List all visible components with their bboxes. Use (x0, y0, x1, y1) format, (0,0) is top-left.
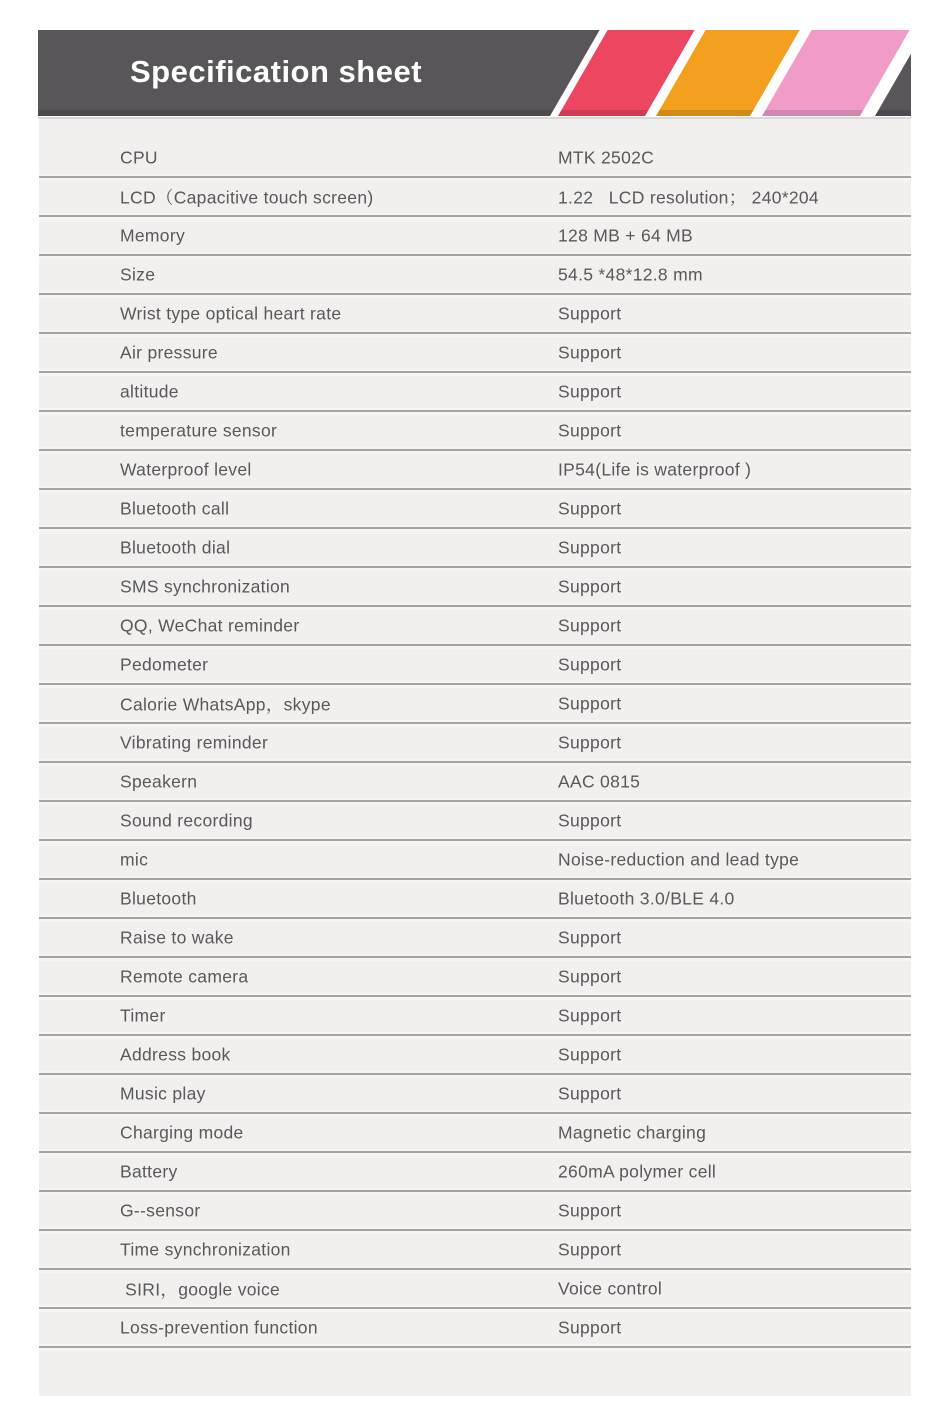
row-divider (39, 1305, 911, 1312)
row-divider (39, 1344, 911, 1351)
spec-value: Support (558, 1005, 622, 1026)
spec-label: Time synchronization (120, 1239, 291, 1260)
table-row (39, 415, 911, 447)
spec-value: Support (558, 576, 622, 597)
row-divider (39, 837, 911, 844)
table-row (39, 1039, 911, 1071)
row-divider (39, 603, 911, 610)
spec-label: G--sensor (120, 1200, 201, 1221)
table-row (39, 610, 911, 642)
spec-label: Calorie WhatsApp，skype (120, 694, 331, 715)
row-divider (39, 954, 911, 961)
spec-value: Support (558, 615, 622, 636)
table-row (39, 532, 911, 564)
spec-value: Support (558, 381, 622, 402)
spec-value: Support (558, 654, 622, 675)
spec-value: Support (558, 1083, 622, 1104)
row-divider (39, 408, 911, 415)
spec-value: Support (558, 693, 622, 714)
spec-label: CPU (120, 147, 158, 168)
row-divider (39, 1227, 911, 1234)
row-divider (39, 1110, 911, 1117)
table-row (39, 961, 911, 993)
table-row (39, 571, 911, 603)
spec-value: 128 MB + 64 MB (558, 225, 694, 246)
table-row (39, 1000, 911, 1032)
spec-value: Support (558, 732, 622, 753)
row-divider (39, 174, 911, 181)
row-divider (39, 876, 911, 883)
spec-label: Waterproof level (120, 459, 252, 480)
table-row (39, 376, 911, 408)
row-divider (39, 798, 911, 805)
spec-label: altitude (120, 381, 179, 402)
spec-value: Bluetooth 3.0/BLE 4.0 (558, 888, 735, 909)
table-row (39, 844, 911, 876)
row-divider (39, 369, 911, 376)
spec-label: Size (120, 264, 156, 285)
table-row (39, 805, 911, 837)
spec-label: Wrist type optical heart rate (120, 303, 342, 324)
table-row (39, 1117, 911, 1149)
spec-value: Support (558, 498, 622, 519)
table-row (39, 337, 911, 369)
table-bottom-spacer (39, 1351, 911, 1396)
table-row (39, 1234, 911, 1266)
row-divider (39, 213, 911, 220)
spec-label: Loss-prevention function (120, 1317, 318, 1338)
table-row (39, 1195, 911, 1227)
spec-value: Support (558, 342, 622, 363)
spec-label: Speakern (120, 771, 198, 792)
spec-label: LCD（Capacitive touch screen) (120, 187, 374, 208)
spec-label: Bluetooth call (120, 498, 230, 519)
spec-label: Bluetooth dial (120, 537, 231, 558)
table-row (39, 259, 911, 291)
spec-label: Timer (120, 1005, 166, 1026)
row-divider (39, 1032, 911, 1039)
table-row (39, 181, 911, 213)
spec-table (39, 119, 911, 1396)
spec-value: Magnetic charging (558, 1122, 707, 1143)
row-divider (39, 525, 911, 532)
spec-label: Battery (120, 1161, 178, 1182)
table-row (39, 922, 911, 954)
spec-label: QQ, WeChat reminder (120, 615, 300, 636)
spec-value: Support (558, 1044, 622, 1065)
spec-label: Remote camera (120, 966, 249, 987)
spec-value: AAC 0815 (558, 771, 641, 792)
spec-value: Support (558, 1200, 622, 1221)
spec-value: 260mA polymer cell (558, 1161, 717, 1182)
spec-value: Support (558, 1239, 622, 1260)
spec-label: Memory (120, 225, 185, 246)
table-row (39, 1078, 911, 1110)
spec-label: Bluetooth (120, 888, 197, 909)
table-row (39, 688, 911, 720)
spec-label: temperature sensor (120, 420, 278, 441)
table-row (39, 298, 911, 330)
spec-value: 54.5 *48*12.8 mm (558, 264, 703, 285)
table-row (39, 649, 911, 681)
table-row (39, 493, 911, 525)
spec-label: SIRI，google voice (120, 1279, 281, 1300)
row-divider (39, 291, 911, 298)
table-row (39, 766, 911, 798)
spec-label: Charging mode (120, 1122, 244, 1143)
spec-label: mic (120, 849, 149, 870)
spec-label: Air pressure (120, 342, 218, 363)
row-divider (39, 993, 911, 1000)
table-row (39, 883, 911, 915)
spec-label: Pedometer (120, 654, 209, 675)
table-row (39, 1273, 911, 1305)
row-divider (39, 564, 911, 571)
spec-label: Sound recording (120, 810, 253, 831)
row-divider (39, 759, 911, 766)
spec-value: IP54(Life is waterproof ) (558, 459, 752, 480)
spec-value: Support (558, 303, 622, 324)
spec-label: Address book (120, 1044, 231, 1065)
spec-value: Voice control (558, 1278, 663, 1299)
spec-value: Noise-reduction and lead type (558, 849, 800, 870)
row-divider (39, 720, 911, 727)
spec-value: Support (558, 1317, 622, 1338)
row-divider (39, 1071, 911, 1078)
spec-value: 1.22 LCD resolution； 240*204 (558, 187, 819, 208)
table-row (39, 1312, 911, 1344)
spec-value: Support (558, 966, 622, 987)
spec-label: Vibrating reminder (120, 732, 269, 753)
header-banner (38, 30, 911, 116)
spec-value: MTK 2502C (558, 147, 655, 168)
row-divider (39, 447, 911, 454)
row-divider (39, 1266, 911, 1273)
row-divider (39, 1149, 911, 1156)
row-divider (39, 642, 911, 649)
table-row (39, 454, 911, 486)
table-row (39, 142, 911, 174)
row-divider (39, 1188, 911, 1195)
table-row (39, 220, 911, 252)
spec-value: Support (558, 420, 622, 441)
page-title: Specification sheet (130, 54, 423, 89)
spec-value: Support (558, 537, 622, 558)
spec-label: Raise to wake (120, 927, 234, 948)
spec-value: Support (558, 927, 622, 948)
row-divider (39, 252, 911, 259)
table-row (39, 727, 911, 759)
spec-value: Support (558, 810, 622, 831)
spec-label: Music play (120, 1083, 206, 1104)
row-divider (39, 330, 911, 337)
spec-label: SMS synchronization (120, 576, 291, 597)
row-divider (39, 681, 911, 688)
row-divider (39, 486, 911, 493)
table-row (39, 1156, 911, 1188)
row-divider (39, 915, 911, 922)
